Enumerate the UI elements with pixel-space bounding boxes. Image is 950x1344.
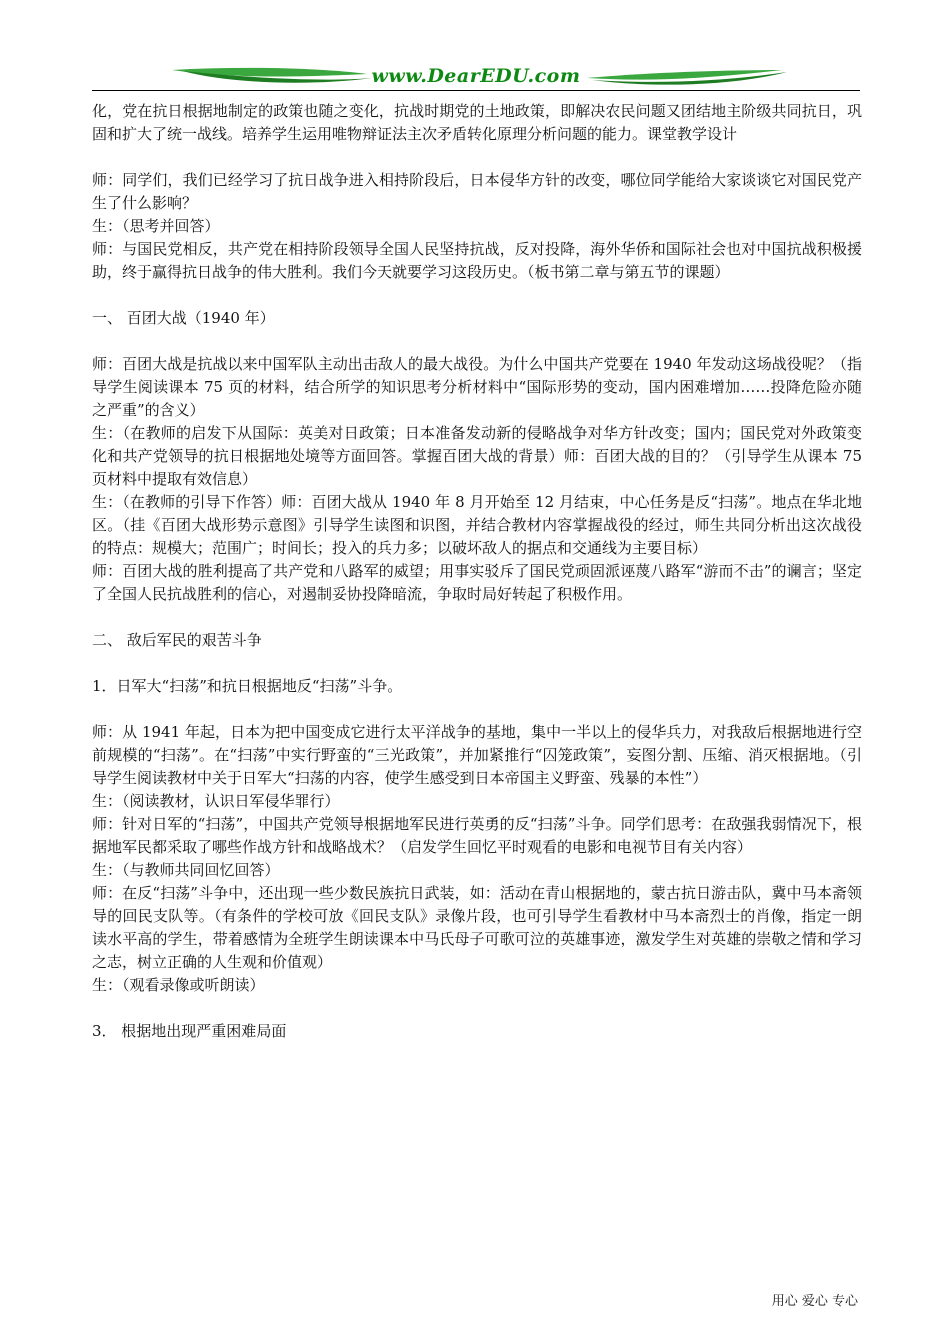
- paragraph: 师：百团大战是抗战以来中国军队主动出击敌人的最大战役。为什么中国共产党要在 1940 年发动这场战役呢？（指导学生阅读课本 75 页的材料，结合所学的知识思考分析材料中“国际形势的变动，国内困难增加……投降危险亦随之严重”的含义）: [92, 355, 862, 419]
- paragraph: 一、 百团大战（1940 年）: [92, 309, 275, 327]
- paragraph-spacer: [92, 330, 862, 353]
- paragraph-spacer: [92, 146, 862, 169]
- header-divider: [92, 90, 860, 91]
- lesson-body: [92, 100, 862, 1043]
- paragraph-spacer: [92, 606, 862, 629]
- paragraph: 师：在反“扫荡”斗争中，还出现一些少数民族抗日武装，如：活动在青山根据地的，蒙古抗日游击队，冀中马本斋领导的回民支队等。（有条件的学校可放《回民支队》录像片段，也可引导学生看教材中马本斋烈士的肖像，指定一朗读水平高的学生，带着感情为全班学生朗读课本中马氏母子可歌可泣的英雄事迹，激发学生对英雄的崇敬之情和学习之志，树立正确的人生观和价值观）: [92, 884, 862, 971]
- paragraph: 1．日军大“扫荡”和抗日根据地反“扫荡”斗争。: [92, 677, 403, 695]
- paragraph: 二、 敌后军民的艰苦斗争: [92, 631, 262, 649]
- paragraph: 化，党在抗日根据地制定的政策也随之变化，抗战时期党的土地政策，即解决农民问题又团结地主阶级共同抗日，巩固和扩大了统一战线。培养学生运用唯物辩证法主次矛盾转化原理分析问题的能力。课堂教学设计: [92, 102, 862, 143]
- paragraph-spacer: [92, 652, 862, 675]
- paragraph: 师：与国民党相反，共产党在相持阶段领导全国人民坚持抗战，反对投降，海外华侨和国际社会也对中国抗战积极援助，终于赢得抗日战争的伟大胜利。我们今天就要学习这段历史。（板书第二章与第五节的课题）: [92, 240, 862, 281]
- paragraph-spacer: [92, 698, 862, 721]
- paragraph: 师：百团大战的胜利提高了共产党和八路军的威望；用事实驳斥了国民党顽固派诬蔑八路军“游而不击”的谰言；坚定了全国人民抗战胜利的信心，对遏制妥协投降暗流，争取时局好转起了积极作用。: [92, 562, 862, 603]
- page-footer: 用心 爱心 专心: [771, 1294, 858, 1309]
- paragraph: 生：（阅读教材，认识日军侵华罪行）: [92, 792, 340, 810]
- site-header: [92, 62, 860, 92]
- paragraph: 师：从 1941 年起，日本为把中国变成它进行太平洋战争的基地，集中一半以上的侵华兵力，对我敌后根据地进行空前规模的“扫荡”。在“扫荡”中实行野蛮的“三光政策”，并加紧推行“囚笼政策”，妄图分割、压缩、消灭根据地。（引导学生阅读教材中关于日军大“扫荡的内容，使学生感受到日本帝国主义野蛮、残暴的本性”）: [92, 723, 862, 787]
- paragraph: 3． 根据地出现严重困难局面: [92, 1022, 287, 1040]
- paragraph: 生：（在教师的引导下作答）师：百团大战从 1940 年 8 月开始至 12 月结束，中心任务是反“扫荡”。地点在华北地区。（挂《百团大战形势示意图》引导学生读图和识图，并结合教材内容掌握战役的经过，师生共同分析出这次战役的特点：规模大；范围广；时间长；投入的兵力多；以破坏敌人的据点和交通线为主要目标）: [92, 493, 862, 557]
- paragraph: 生：（与教师共同回忆回答）: [92, 861, 280, 879]
- paragraph-spacer: [92, 997, 862, 1020]
- paragraph: 师：同学们，我们已经学习了抗日战争进入相持阶段后，日本侵华方针的改变，哪位同学能给大家谈谈它对国民党产生了什么影响？: [92, 171, 862, 212]
- paragraph: 生：（在教师的启发下从国际：英美对日政策；日本准备发动新的侵略战争对华方针改变；国内；国民党对外政策变化和共产党领导的抗日根据地处境等方面回答。掌握百团大战的背景）师：百团大战的目的？（引导学生从课本 75 页材料中提取有效信息）: [92, 424, 862, 488]
- site-title: www.DearEDU.com: [371, 65, 581, 87]
- paragraph-spacer: [92, 284, 862, 307]
- paragraph: 生：（思考并回答）: [92, 217, 220, 235]
- paragraph: 生：（观看录像或听朗读）: [92, 976, 265, 994]
- paragraph: 师：针对日军的“扫荡”，中国共产党领导根据地军民进行英勇的反“扫荡”斗争。同学们思考：在敌强我弱情况下，根据地军民都采取了哪些作战方针和战略战术？（启发学生回忆平时观看的电影和电视节目有关内容）: [92, 815, 862, 856]
